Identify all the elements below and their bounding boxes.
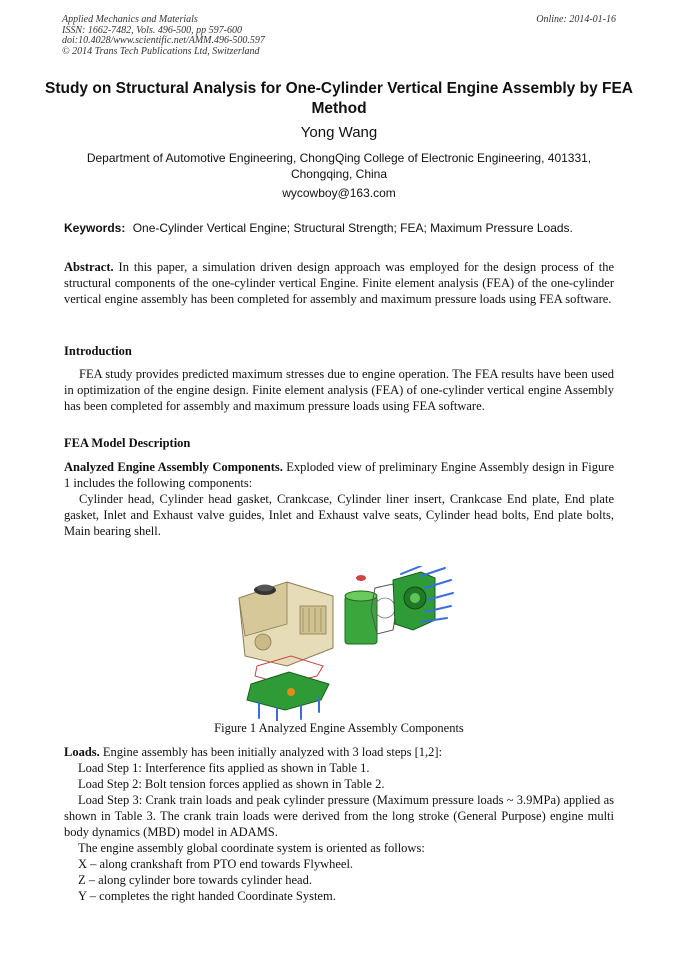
cylinder-liner-illustration (345, 575, 377, 644)
load-step-1: Load Step 1: Interference fits applied as shown in Table 1. (78, 761, 370, 775)
abstract-label: Abstract. (64, 260, 114, 274)
load-step-2: Load Step 2: Bolt tension forces applied as shown in Table 2. (78, 777, 385, 791)
copyright: © 2014 Trans Tech Publications Ltd, Switzerland (62, 45, 260, 57)
fea-model-body (64, 459, 614, 539)
paper-title: Study on Structural Analysis for One-Cylinder Vertical Engine Assembly by FEA Method (45, 80, 633, 117)
doi: doi:10.4028/www.scientific.net/AMM.496-500.597 (62, 35, 265, 46)
fea-model-heading: FEA Model Description (64, 436, 191, 450)
introduction-body (64, 366, 614, 414)
engine-assembly-illustration (225, 566, 465, 721)
components-list: Cylinder head, Cylinder head gasket, Crankcase, Cylinder liner insert, Crankcase End plate, End plate gasket, Inlet and Exhaust valve guides, Inlet and Exhaust valve seats, Cylinder head bolts, End plate bolts, Main bearing shell. (64, 492, 614, 538)
load-step-3: Load Step 3: Crank train loads and peak cylinder pressure (Maximum pressure loads ~ 3.9MPa) applied as shown in Table 3. The crank train loads were derived from the long stroke (General Purpose) engine multi body dynamics (MBD) model in ADAMS. (64, 793, 614, 839)
loads-section (64, 744, 614, 904)
coordinate-system-intro: The engine assembly global coordinate system is oriented as follows: (78, 841, 425, 855)
x-axis-definition: X – along crankshaft from PTO end towards Flywheel. (78, 857, 354, 871)
figure-1-caption: Figure 1 Analyzed Engine Assembly Components (214, 721, 464, 735)
author: Yong Wang (300, 124, 378, 141)
email: wycowboy@163.com (282, 186, 396, 200)
online-date: Online: 2014-01-16 (536, 14, 616, 25)
keywords (64, 221, 618, 235)
loads-intro: Engine assembly has been initially analyzed with 3 load steps [1,2]: (102, 745, 443, 759)
keywords-label: Keywords: (64, 221, 126, 235)
crankcase-illustration (239, 582, 333, 666)
components-subheading: Analyzed Engine Assembly Components. (64, 460, 283, 474)
components-intro: Exploded view of preliminary Engine Assembly design in Figure 1 includes the following components: (64, 460, 614, 490)
keywords-text: One-Cylinder Vertical Engine; Structural Strength; FEA; Maximum Pressure Loads. (132, 221, 573, 235)
loads-label: Loads. (64, 745, 100, 759)
introduction-heading: Introduction (64, 344, 132, 358)
journal-header (62, 15, 616, 57)
introduction-text: FEA study provides predicted maximum stresses due to engine operation. The FEA results have been used in optimization of the engine design. Finite element analysis (FEA) of one-cylinder vertical engine Assembly has been completed for assembly and maximum pressure loads using FEA software. (64, 367, 614, 413)
abstract (64, 259, 614, 307)
issn: ISSN: 1662-7482, Vols. 496-500, pp 597-600 (62, 24, 242, 36)
z-axis-definition: Z – along cylinder bore towards cylinder head. (78, 873, 312, 887)
figure-1-engine-exploded-view (225, 566, 465, 721)
affiliation: Department of Automotive Engineering, ChongQing College of Electronic Engineering, 401331, Chongqing, China (86, 151, 592, 181)
abstract-text: In this paper, a simulation driven design approach was employed for the design process of the structural components of the one-cylinder vertical Engine. Finite element analysis (FEA) of the one-cylinder vertical engine assembly has been completed for assembly and maximum pressure loads using FEA software. (64, 260, 614, 306)
journal-name: Applied Mechanics and Materials (62, 14, 198, 25)
y-axis-definition: Y – completes the right handed Coordinate System. (78, 889, 336, 903)
